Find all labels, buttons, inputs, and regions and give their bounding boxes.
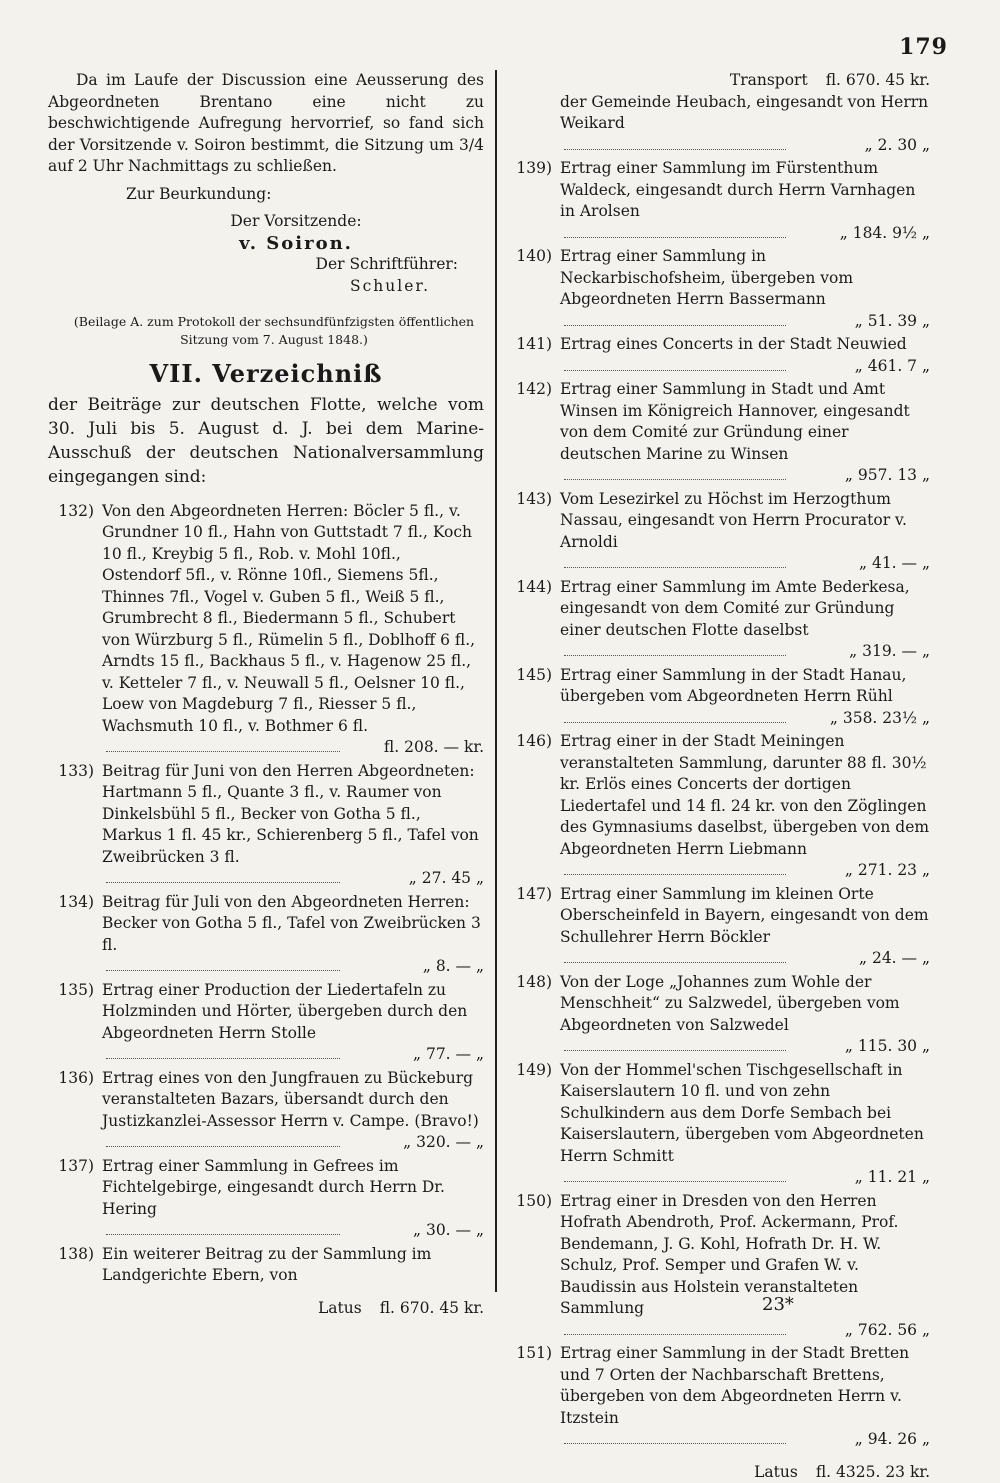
entry-number: 134) [48,892,102,978]
entry-text: Ertrag einer Sammlung im Fürstenthum Waldeck, eingesandt durch Herrn Varnhagen in Arolsen [560,159,915,220]
entry-amount: „ 762. 56 „ [790,1320,930,1342]
entry-number: 143) [506,489,560,575]
entry-number: 150) [506,1191,560,1342]
latus-label: Latus [318,1298,362,1320]
entry-number: 136) [48,1068,102,1154]
entry-amount: „ 30. — „ [344,1220,484,1242]
attestation-label: Zur Beurkundung: [98,184,484,206]
entry-text: Von der Hommel'schen Tischgesellschaft in Kaiserslautern 10 fl. und von zehn Schulkindern aus dem Dorfe Sembach bei Kaiserslautern, übergeben vom Abgeordneten Herrn Schmitt [560,1061,924,1165]
entry-text: Von der Loge „Johannes zum Wohle der Menschheit“ zu Salzwedel, übergeben vom Abgeordneten von Salzwedel [560,973,900,1034]
entry-number: 138) [48,1244,102,1287]
entry-text: Von den Abgeordneten Herren: Böcler 5 fl., v. Grundner 10 fl., Hahn von Guttstadt 7 fl., Koch 10 fl., Kreybig 5 fl., Rob. v. Mohl 10fl., Ostendorf 5fl., v. Rönne 10fl., Siemens 5fl., Thinnes 7fl., Vogel v. Guben 5 fl., Weiß 5 fl., Grumbrecht 8 fl., Biedermann 5 fl., Schubert von Würzburg 5 fl., Rümelin 5 fl., Doblhoff 6 fl., Arndts 15 fl., Backhaus 5 fl., v. Hagenow 25 fl., v. Ketteler 7 fl., v. Neuwall 5 fl., Oelsner 10 fl., Loew von Magdeburg 7 fl., Riesser 5 fl., Wachsmuth 10 fl., v. Bothmer 6 fl. [102,502,475,735]
entry-text: Ertrag einer Sammlung in Neckarbischofsheim, übergeben vom Abgeordneten Herrn Bassermann [560,247,853,308]
entry-number: 151) [506,1343,560,1451]
entry-number: 148) [506,972,560,1058]
entry-amount: „ 94. 26 „ [790,1429,930,1451]
entry-amount: „ 271. 23 „ [790,860,930,882]
entry-number: 132) [48,501,102,759]
entry-amount: „ 184. 9½ „ [790,223,930,245]
entry-number: 146) [506,731,560,882]
entry-amount: „ 461. 7 „ [790,356,930,378]
section-intro: der Beiträge zur deutschen Flotte, welche vom 30. Juli bis 5. August d. J. bei dem Marine-Ausschuß der deutschen Nationalversammlung eingegangen sind: [48,393,484,489]
list-item [506,158,930,244]
entry-text: Beitrag für Juli von den Abgeordneten Herren: Becker von Gotha 5 fl., Tafel von Zweibrücken 3 fl. [102,893,481,954]
transport-amount: fl. 670. 45 kr. [826,70,930,92]
entry-text: Ertrag eines Concerts in der Stadt Neuwied [560,335,907,353]
list-item [506,379,930,487]
list-item [506,731,930,882]
entry-number: 147) [506,884,560,970]
entry-text: Ertrag einer in der Stadt Meiningen veranstalteten Sammlung, darunter 88 fl. 30½ kr. Erlös eines Concerts der dortigen Liedertafel und 14 fl. 24 kr. von den Zöglingen des Gymnasiums daselbst, übergeben von dem Abgeordneten Herrn Liebmann [560,732,929,858]
chair-label: Der Vorsitzende: [108,211,484,233]
entry-amount: „ 358. 23½ „ [790,708,930,730]
list-item [48,892,484,978]
signature-mark: 23* [762,1294,794,1315]
latus-label: Latus [754,1462,798,1483]
entry-amount: „ 24. — „ [790,948,930,970]
entry-text: Ertrag einer Sammlung im kleinen Orte Oberscheinfeld in Bayern, eingesandt von dem Schullehrer Herrn Böckler [560,885,929,946]
list-item [48,1156,484,1242]
opening-paragraph: Da im Laufe der Discussion eine Aeusserung des Abgeordneten Brentano eine nicht zu beschwichtigende Aufregung hervorrief, so fand sich der Vorsitzende v. Soiron bestimmt, die Sitzung um 3/4 auf 2 Uhr Nachmittags zu schließen. [48,70,484,178]
transport-label: Transport [730,70,808,92]
list-item [48,501,484,759]
list-item [506,884,930,970]
entry-amount: „ 2. 30 „ [790,135,930,157]
entry-text: Ertrag eines von den Jungfrauen zu Bückeburg veranstalteten Bazars, übersandt durch den Justizkanzlei-Assessor Herrn v. Campe. (Bravo!) [102,1069,479,1130]
secretary-label: Der Schriftführer: [48,254,484,276]
list-item [506,665,930,730]
list-item [506,334,930,377]
list-item [48,980,484,1066]
entry-number: 144) [506,577,560,663]
page-number: 179 [899,34,948,60]
entry-number: 137) [48,1156,102,1242]
entry-text: Ertrag einer Production der Liedertafeln zu Holzminden und Hörter, übergeben durch den Abgeordneten Herrn Stolle [102,981,467,1042]
entry-amount: „ 51. 39 „ [790,311,930,333]
entry-amount: „ 77. — „ [344,1044,484,1066]
entry-amount: „ 115. 30 „ [790,1036,930,1058]
list-item [48,761,484,890]
left-latus [48,1297,484,1320]
latus-amount: fl. 670. 45 kr. [380,1298,484,1320]
continuation-item [506,92,930,157]
list-item [48,1068,484,1154]
list-item [506,577,930,663]
entry-text: Ertrag einer Sammlung in Stadt und Amt Winsen im Königreich Hannover, eingesandt von dem Comité zur Gründung einer deutschen Marine zu Winsen [560,380,910,463]
entry-number: 135) [48,980,102,1066]
list-item [506,1343,930,1451]
left-column [48,70,484,1319]
entry-number: 149) [506,1060,560,1189]
entry-number: 145) [506,665,560,730]
entry-text: der Gemeinde Heubach, eingesandt von Herrn Weikard [560,93,928,133]
chair-name: v. Soiron. [108,233,484,255]
secretary-name: Schuler. [48,276,484,298]
column-divider [495,70,497,1292]
right-latus [506,1461,930,1483]
entry-text: Ertrag einer Sammlung im Amte Bederkesa, eingesandt von dem Comité zur Gründung einer deutschen Flotte daselbst [560,578,910,639]
entry-amount: „ 27. 45 „ [344,868,484,890]
entry-text: Ein weiterer Beitrag zu der Sammlung im Landgerichte Ebern, von [102,1245,431,1285]
transport-line [506,70,930,92]
entry-text: Vom Lesezirkel zu Höchst im Herzogthum Nassau, eingesandt von Herrn Procurator v. Arnoldi [560,490,907,551]
list-item [506,1060,930,1189]
entry-amount: „ 41. — „ [790,553,930,575]
entry-number: 133) [48,761,102,890]
entry-text: Beitrag für Juni von den Herren Abgeordneten: Hartmann 5 fl., Quante 3 fl., v. Raumer von Dinkelsbühl 5 fl., Becker von Gotha 5 fl., Markus 1 fl. 45 kr., Schierenberg 5 fl., Tafel von Zweibrücken 3 fl. [102,762,479,866]
entry-text: Ertrag einer Sammlung in der Stadt Bretten und 7 Orten der Nachbarschaft Brettens, übergeben von dem Abgeordneten Herrn v. Itzstein [560,1344,909,1427]
list-item [506,246,930,332]
section-heading: VII. Verzeichniß [48,363,484,385]
entry-amount: fl. 208. — kr. [344,737,484,759]
entry-number: 139) [506,158,560,244]
left-entry-list [48,501,484,1287]
entry-text: Ertrag einer Sammlung in Gefrees im Fichtelgebirge, eingesandt durch Herrn Dr. Hering [102,1157,445,1218]
entry-amount: „ 957. 13 „ [790,465,930,487]
list-item [48,1244,484,1287]
entry-text: Ertrag einer Sammlung in der Stadt Hanau, übergeben vom Abgeordneten Herrn Rühl [560,666,906,706]
supplement-note: (Beilage A. zum Protokoll der sechsundfünfzigsten öffentlichen Sitzung vom 7. August 1848.) [68,313,480,349]
list-item [506,1191,930,1342]
entry-amount: „ 320. — „ [344,1132,484,1154]
entry-text: Ertrag einer in Dresden von den Herren Hofrath Abendroth, Prof. Ackermann, Prof. Bendemann, J. G. Kohl, Hofrath Dr. H. W. Schulz, Prof. Semper und Grafen W. v. Baudissin aus Holstein veranstalteten Sammlung [560,1192,898,1318]
entry-amount: „ 319. — „ [790,641,930,663]
entry-number: 140) [506,246,560,332]
entry-number: 142) [506,379,560,487]
latus-amount: fl. 4325. 23 kr. [816,1462,930,1483]
entry-amount: „ 8. — „ [344,956,484,978]
right-column [506,70,930,1483]
entry-number: 141) [506,334,560,377]
list-item [506,489,930,575]
list-item [506,972,930,1058]
entry-amount: „ 11. 21 „ [790,1167,930,1189]
